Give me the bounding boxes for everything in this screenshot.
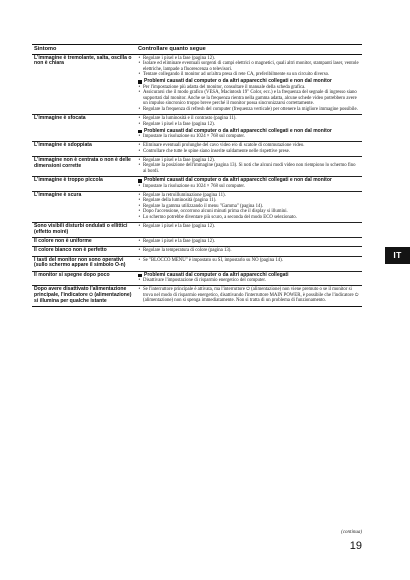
list-item: • Lo schermo potrebbe diventare più scuro, a seconda del modo ECO selezionato. xyxy=(138,215,360,221)
list-item: • Dopo l'accensione, occorrono alcuni minuti prima che il display si illumini. xyxy=(138,209,360,215)
list-item: • Isolare ed eliminare eventuali sorgenti di campi elettrici o magnetici, quali altri monitor, stampanti laser, ventole elettriche, lampade a fluorescenza o televisori. xyxy=(138,61,360,72)
symptom-text: (alimentazione) si illumina per qualche istante xyxy=(34,292,132,304)
list-item: • Controllare che tutte le spine siano inserite saldamente nelle rispettive prese. xyxy=(138,149,360,155)
list-item: • Regolare i pixel e la fase (pagina 12). xyxy=(138,56,360,62)
symptom-cell xyxy=(32,286,136,307)
control-cell xyxy=(136,54,362,115)
list-item: • Se "BLOCCO MENU" è impostato su SI, impostarlo su NO (pagina 14). xyxy=(138,258,360,264)
control-cell xyxy=(136,176,362,191)
symptom-cell: L'immagine è sfocata xyxy=(32,115,136,142)
symptom-cell: Il monitor si spegne dopo poco xyxy=(32,271,136,286)
control-cell xyxy=(136,271,362,286)
table-row xyxy=(32,286,362,307)
control-cell xyxy=(136,256,362,271)
symptom-cell: L'immagine è tremolante, salta, oscilla o non è chiara xyxy=(32,54,136,115)
symptom-cell: Il colore bianco non è perfetto xyxy=(32,247,136,256)
note-text: Se l'interruttore principale è attivata, ma l'interruttore xyxy=(143,287,247,293)
list-item: • Regolare la posizione dell'immagine (pagina 13). Si noti che alcuni modi video non riempiono lo schermo fino ai bordi. xyxy=(138,163,360,174)
section-subheading: Problemi causati dal computer o da altri apparecchi collegati xyxy=(138,273,360,279)
language-tab: IT xyxy=(385,247,410,264)
table-row xyxy=(32,54,362,115)
list-item: • Regolare la temperatura di colore (pagina 13). xyxy=(138,248,360,254)
table-row xyxy=(32,191,362,222)
symptom-text: Dopo avere disattivato l'alimentazione principale, l'indicatore xyxy=(34,286,127,299)
table-row xyxy=(32,247,362,256)
list-item: • Assicurarsi che il modo grafico (VESA, Macintosh 19" Color, ecc.) e la frequenza del segnale di ingresso siano supportati dal monitor. Anche se la frequenza rientra nella gamma adatta, alcune schede video potrebbero avere un impulso sincronico troppo breve perché il monitor possa sincronizzarsi correttamente. xyxy=(138,90,360,107)
list-item: • Regolare la luminosità e il contrasto (pagina 11). xyxy=(138,116,360,122)
table-row xyxy=(32,176,362,191)
table-row xyxy=(32,142,362,157)
list-item: • Impostare la risoluzione su 1024 × 768 sul computer. xyxy=(138,184,360,190)
symptom-cell: L'immagine non è centrata o non è delle dimensioni corrette xyxy=(32,156,136,176)
list-item: • Tentare collegando il monitor ad un'altra presa di rete CA, preferibilmente su un circuito diverso. xyxy=(138,72,360,78)
note-text: (alimentazione) non viene premuto o se il monitor si trova nel modo di risparmio energetico, disattivando l'interruttore MAIN POWER, è possibile che l'indicatore xyxy=(143,287,355,298)
list-item: • Regolare della luminosità (pagina 11). xyxy=(138,198,360,204)
control-cell xyxy=(136,286,362,307)
symptom-cell: L'immagine è scura xyxy=(32,191,136,222)
list-item: • Disattivare l'impostazione di risparmio energetico del computer. xyxy=(138,278,360,284)
symptom-cell: L'immagine è sdoppiata xyxy=(32,142,136,157)
list-item: • Per l'impostazione più adatta del monitor, consultare il manuale della scheda grafica. xyxy=(138,85,360,91)
table-row xyxy=(32,271,362,286)
control-cell xyxy=(136,115,362,142)
list-item: • Regolare la gamma utilizzando il menu "Gamma" (pagina 14). xyxy=(138,204,360,210)
power-icon: ⏻ xyxy=(354,292,359,298)
section-subheading: Problemi causati dal computer o da altri apparecchi collegati e non dal monitor xyxy=(138,79,360,85)
control-cell xyxy=(136,222,362,237)
list-item: • Impostare la risoluzione su 1024 × 768 sul computer. xyxy=(138,134,360,140)
list-item: • Regolare la frequenza di refresh del computer (frequenza verticale) per ottenere la migliore immagine possibile. xyxy=(138,107,360,113)
symptom-cell: L'immagine è troppo piccola xyxy=(32,176,136,191)
table-row xyxy=(32,256,362,271)
table-row xyxy=(32,156,362,176)
list-item: • Regolare i pixel e la fase (pagina 12). xyxy=(138,158,360,164)
control-cell xyxy=(136,142,362,157)
power-icon: ⏻ xyxy=(89,293,93,299)
list-item xyxy=(138,287,360,304)
control-cell xyxy=(136,247,362,256)
list-item: • Regolare i pixel e la fase (pagina 12). xyxy=(138,122,360,128)
table-row xyxy=(32,115,362,142)
list-item: • Regolare i pixel e la fase (pagina 12). xyxy=(138,239,360,245)
table-row xyxy=(32,237,362,246)
list-item: • Eliminare eventuali prolunghe del cavo video e/o di scatole di commutazione video. xyxy=(138,143,360,149)
symptom-cell: Sono visibili disturbi ondulati o ellittici (effetto moiré) xyxy=(32,222,136,237)
header-symptom: Sintomo xyxy=(32,45,136,55)
list-item: • Regolare i pixel e la fase (pagina 12). xyxy=(138,224,360,230)
control-cell xyxy=(136,156,362,176)
control-cell xyxy=(136,237,362,246)
section-subheading: Problemi causati dal computer o da altri apparecchi collegati e non dal monitor xyxy=(138,129,360,135)
power-icon: ⏻ xyxy=(246,287,250,293)
table-header-row xyxy=(32,45,362,55)
page-number: 19 xyxy=(349,540,362,552)
troubleshooting-table xyxy=(32,44,362,307)
control-cell xyxy=(136,191,362,222)
list-item: • Regolare la retroilluminazione (pagina 11). xyxy=(138,193,360,199)
symptom-cell: Il colore non è uniforme xyxy=(32,237,136,246)
section-subheading: Problemi causati dal computer o da altri apparecchi collegati e non dal monitor xyxy=(138,178,360,184)
continued-note: (continua) xyxy=(341,530,362,535)
symptom-cell: I tasti del monitor non sono operativi (sullo schermo appare il simbolo O-n) xyxy=(32,256,136,271)
table-row xyxy=(32,222,362,237)
header-control: Controllare quanto segue xyxy=(136,45,362,55)
note-text: (alimentazione) non si spenga immediatamente. Non si tratta di un problema di funzionamento. xyxy=(143,298,327,304)
